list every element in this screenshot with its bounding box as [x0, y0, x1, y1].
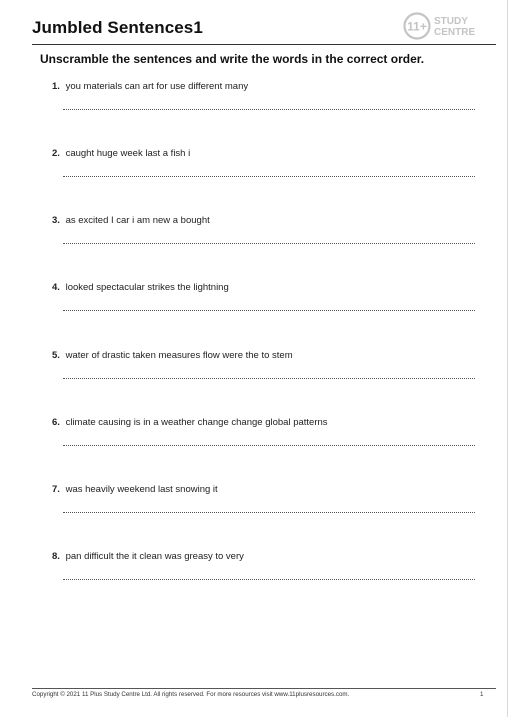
question-prompt — [52, 484, 218, 495]
page-title: Jumbled Sentences1 — [32, 18, 203, 37]
answer-line[interactable] — [63, 176, 475, 177]
question-prompt — [52, 551, 244, 562]
question-number: 3. — [52, 215, 60, 226]
answer-line[interactable] — [63, 243, 475, 244]
study-centre-logo — [402, 11, 492, 41]
page-number: 1 — [480, 691, 484, 698]
question-prompt — [52, 215, 210, 226]
question-item — [52, 148, 476, 188]
instruction-text: Unscramble the sentences and write the words in the correct order. — [40, 52, 425, 66]
question-item — [52, 81, 476, 121]
question-number: 2. — [52, 148, 60, 159]
question-prompt — [52, 350, 293, 361]
answer-line[interactable] — [63, 512, 475, 513]
logo-line-2: CENTRE — [434, 27, 476, 38]
study-centre-logo-icon — [402, 11, 492, 41]
question-text: water of drastic taken measures flow were the to stem — [65, 350, 293, 361]
question-item — [52, 282, 476, 322]
answer-line[interactable] — [63, 109, 475, 110]
logo-badge-text: 11+ — [407, 19, 427, 34]
question-number: 8. — [52, 551, 60, 562]
question-text: looked spectacular strikes the lightning — [65, 282, 229, 293]
page-edge — [507, 0, 508, 717]
question-item — [52, 417, 476, 457]
footer-divider — [32, 688, 496, 689]
question-number: 7. — [52, 484, 60, 495]
question-number: 1. — [52, 81, 60, 92]
question-text: was heavily weekend last snowing it — [65, 484, 218, 495]
question-item — [52, 551, 476, 591]
answer-line[interactable] — [63, 579, 475, 580]
question-number: 4. — [52, 282, 60, 293]
question-text: you materials can art for use different many — [65, 81, 249, 92]
question-prompt — [52, 148, 190, 159]
question-number: 6. — [52, 417, 60, 428]
question-number: 5. — [52, 350, 60, 361]
question-text: as excited I car i am new a bought — [65, 215, 210, 226]
question-item — [52, 484, 476, 524]
question-text: pan difficult the it clean was greasy to very — [65, 551, 244, 562]
question-item — [52, 215, 476, 255]
question-text: caught huge week last a fish i — [65, 148, 191, 159]
header-divider — [32, 44, 496, 45]
answer-line[interactable] — [63, 445, 475, 446]
answer-line[interactable] — [63, 310, 475, 311]
question-prompt — [52, 81, 248, 92]
logo-line-1: STUDY — [434, 16, 468, 27]
question-prompt — [52, 417, 328, 428]
copyright-notice: Copyright © 2021 11 Plus Study Centre Ltd. All rights reserved. For more resources visit www.11plusresources.com. — [32, 691, 350, 698]
question-item — [52, 350, 476, 390]
answer-line[interactable] — [63, 378, 475, 379]
question-text: climate causing is in a weather change change global patterns — [65, 417, 328, 428]
question-prompt — [52, 282, 229, 293]
